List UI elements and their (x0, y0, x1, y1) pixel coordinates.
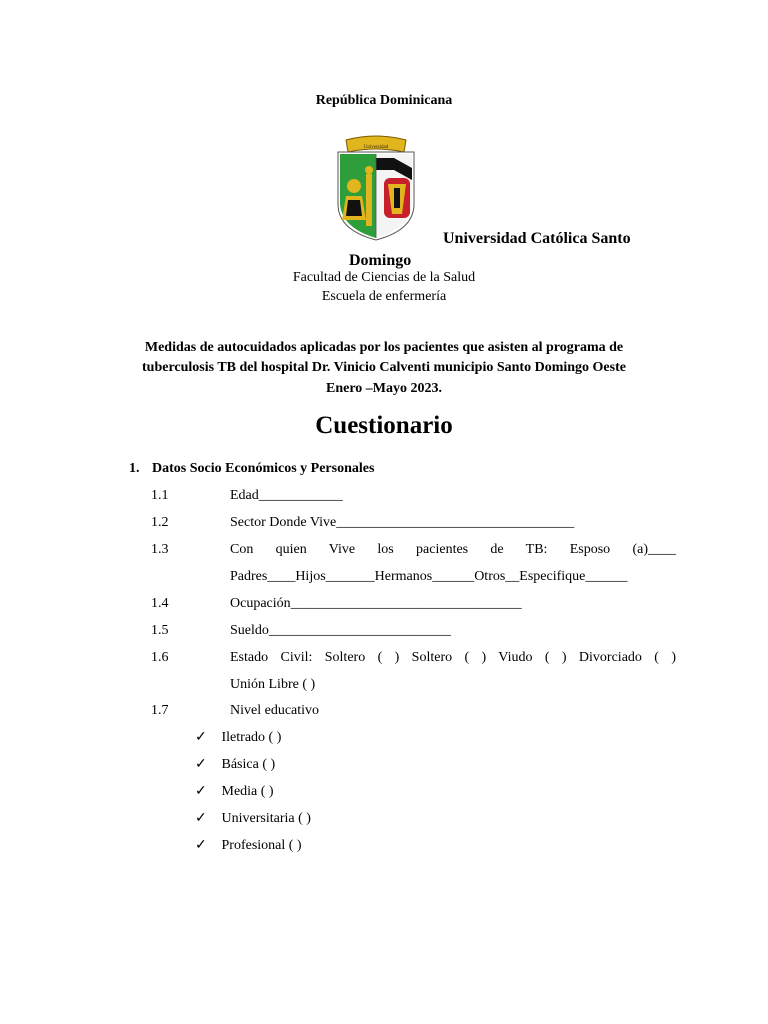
svg-text:Universidad: Universidad (363, 145, 389, 150)
question-age: Edad____________ (230, 488, 343, 503)
question-education: Nivel educativo (230, 703, 320, 718)
list-item (195, 837, 302, 854)
question-lives-with-cont: Padres____Hijos_______Hermanos______Otros__Especifique______ (230, 569, 628, 584)
list-item (195, 783, 274, 800)
checkmark-icon: ✓ (195, 784, 207, 799)
question-number: 1.5 (151, 623, 169, 638)
university-crest-logo (332, 134, 420, 242)
question-number: 1.1 (151, 488, 169, 503)
school-name: Escuela de enfermería (321, 289, 447, 304)
question-number: 1.6 (151, 650, 169, 665)
study-title-line1: Medidas de autocuidados aplicadas por los pacientes que asisten al programa de (144, 340, 624, 355)
option-label: Básica ( ) (221, 757, 276, 772)
question-sector: Sector Donde Vive__________________________________ (230, 515, 575, 530)
university-name-line1: Universidad Católica Santo (443, 230, 631, 247)
option-label: Universitaria ( ) (221, 811, 311, 826)
option-label: Iletrado ( ) (221, 730, 282, 745)
question-number: 1.3 (151, 542, 169, 557)
study-title-line2: tuberculosis TB del hospital Dr. Vinicio Calventi municipio Santo Domingo Oeste (142, 360, 626, 375)
country-heading: República Dominicana (315, 93, 453, 108)
list-item (195, 756, 275, 773)
section-title: Datos Socio Económicos y Personales (152, 461, 375, 476)
checkmark-icon: ✓ (195, 838, 207, 853)
list-item (195, 729, 281, 746)
section-number: 1. (129, 461, 140, 476)
question-occupation: Ocupación_________________________________ (230, 596, 522, 611)
document-title: Cuestionario (315, 412, 453, 439)
option-label: Media ( ) (221, 784, 274, 799)
option-label: Profesional ( ) (221, 838, 302, 853)
checkmark-icon: ✓ (195, 811, 207, 826)
question-lives-with: Con quien Vive los pacientes de TB: Esposo (a)____ (230, 542, 676, 557)
checkmark-icon: ✓ (195, 730, 207, 745)
question-civil-status-cont: Unión Libre ( ) (230, 677, 316, 692)
question-civil-status: Estado Civil: Soltero ( ) Soltero ( ) Viudo ( ) Divorciado ( ) (230, 650, 676, 665)
question-number: 1.7 (151, 703, 169, 718)
question-number: 1.4 (151, 596, 169, 611)
university-name-line2: Domingo (349, 252, 412, 269)
study-title-line3: Enero –Mayo 2023. (325, 381, 442, 396)
faculty-name: Facultad de Ciencias de la Salud (292, 270, 476, 285)
checkmark-icon: ✓ (195, 757, 207, 772)
question-number: 1.2 (151, 515, 169, 530)
question-salary: Sueldo__________________________ (230, 623, 451, 638)
list-item (195, 810, 311, 827)
